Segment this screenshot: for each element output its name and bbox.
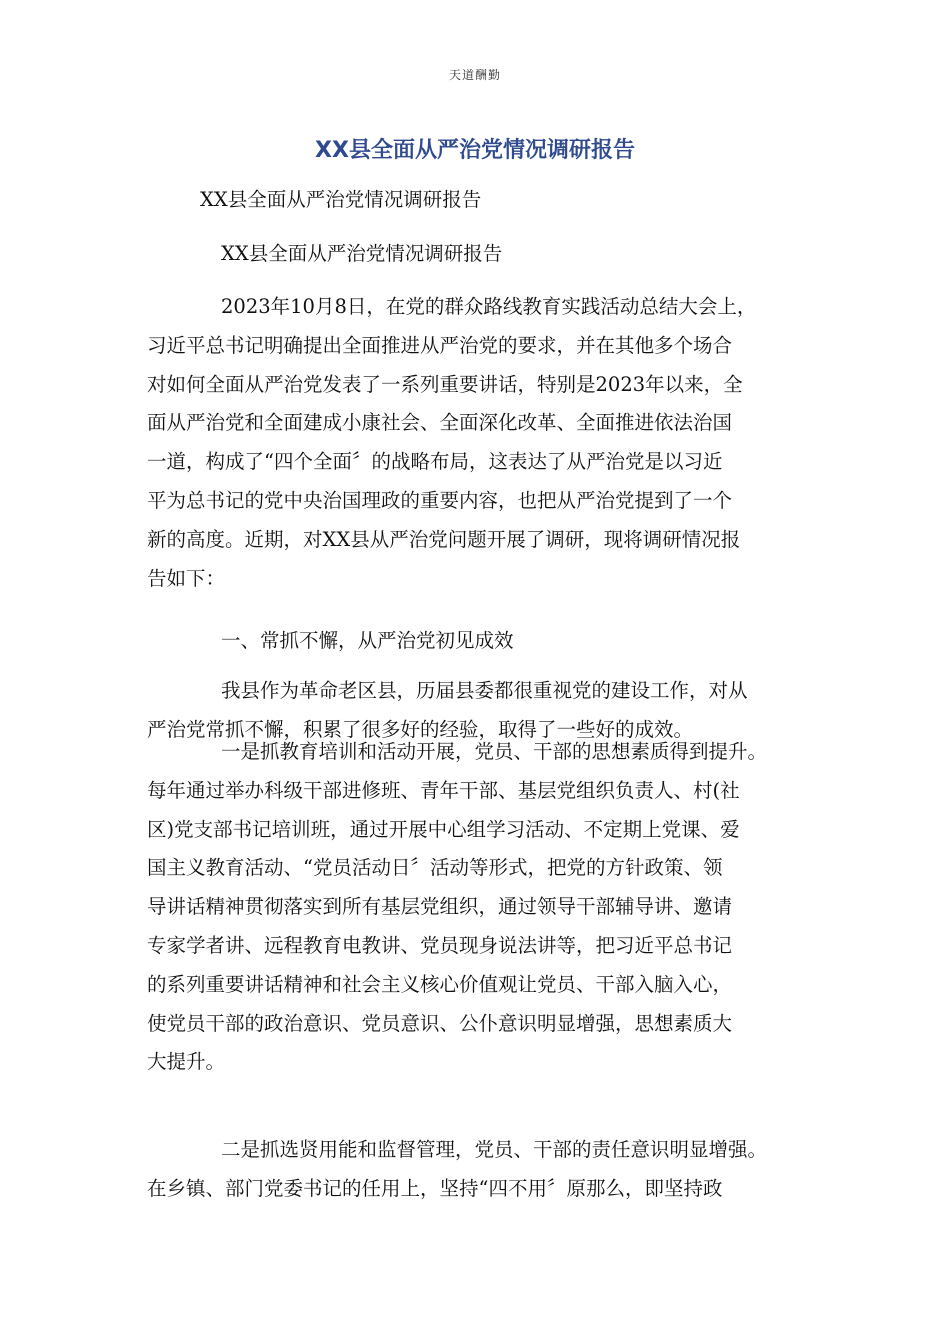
paragraph-education-training	[147, 733, 837, 1082]
document-title: XX县全面从严治党情况调研报告	[315, 138, 635, 163]
header-mark: 天道酬勤	[448, 68, 501, 82]
subtitle-line-2: XX县全面从严治党情况调研报告	[221, 242, 503, 265]
paragraph-selection-supervision	[147, 1131, 837, 1209]
paragraph-line: 习近平总书记明确提出全面推进从严治党的要求，并在其他多个场合	[147, 333, 733, 357]
subtitle-line-1: XX县全面从严治党情况调研报告	[200, 188, 482, 211]
paragraph-line: 在乡镇、部门党委书记的任用上，坚持“四不用〞原那么，即坚持政	[147, 1176, 723, 1200]
paragraph-line: 一是抓教育培训和活动开展，党员、干部的思想素质得到提升。	[221, 740, 768, 763]
paragraph-line: 对如何全面从严治党发表了一系列重要讲话，特别是2023年以来，全	[147, 372, 743, 396]
paragraph-line: 我县作为革命老区县，历届县委都很重视党的建设工作，对从	[221, 679, 748, 702]
paragraph-line: 使党员干部的政治意识、党员意识、公仆意识明显增强，思想素质大	[147, 1011, 733, 1035]
paragraph-line: 面从严治党和全面建成小康社会、全面深化改革、全面推进依法治国	[147, 411, 733, 435]
paragraph-line: 平为总书记的党中央治国理政的重要内容，也把从严治党提到了一个	[147, 488, 733, 512]
paragraph-line: 严治党常抓不懈，积累了很多好的经验，取得了一些好的成效。	[147, 717, 694, 741]
section-heading-1	[147, 622, 837, 661]
paragraph-line: 专家学者讲、远程教育电教讲、党员现身说法讲等，把习近平总书记	[147, 933, 733, 957]
paragraph-line: 大提升。	[147, 1050, 226, 1074]
paragraph-line: 的系列重要讲话精神和社会主义核心价值观让党员、干部入脑入心，	[147, 972, 733, 996]
paragraph-line: 新的高度。近期，对XX县从严治党问题开展了调研，现将调研情况报	[147, 527, 741, 551]
paragraph-line: 国主义教育活动、“党员活动日〞活动等形式，把党的方针政策、领	[147, 856, 723, 880]
paragraph-intro	[147, 288, 837, 598]
paragraph-line: 一道，构成了“四个全面〞的战略布局，这表达了从严治党是以习近	[147, 450, 723, 474]
paragraph-line: 告如下：	[147, 566, 226, 590]
paragraph-line: 二是抓选贤用能和监督管理，党员、干部的责任意识明显增强。	[221, 1138, 768, 1161]
paragraph-line: 每年通过举办科级干部进修班、青年干部、基层党组织负责人、村(社	[147, 778, 740, 802]
paragraph-line: 区)党支部书记培训班，通过开展中心组学习活动、不定期上党课、爱	[147, 817, 740, 841]
paragraph-line: 2023年10月8日，在党的群众路线教育实践活动总结大会上，	[221, 295, 757, 318]
section-heading-text: 一、常抓不懈，从严治党初见成效	[221, 629, 514, 652]
paragraph-line: 导讲话精神贯彻落实到所有基层党组织，通过领导干部辅导讲、邀请	[147, 895, 733, 919]
